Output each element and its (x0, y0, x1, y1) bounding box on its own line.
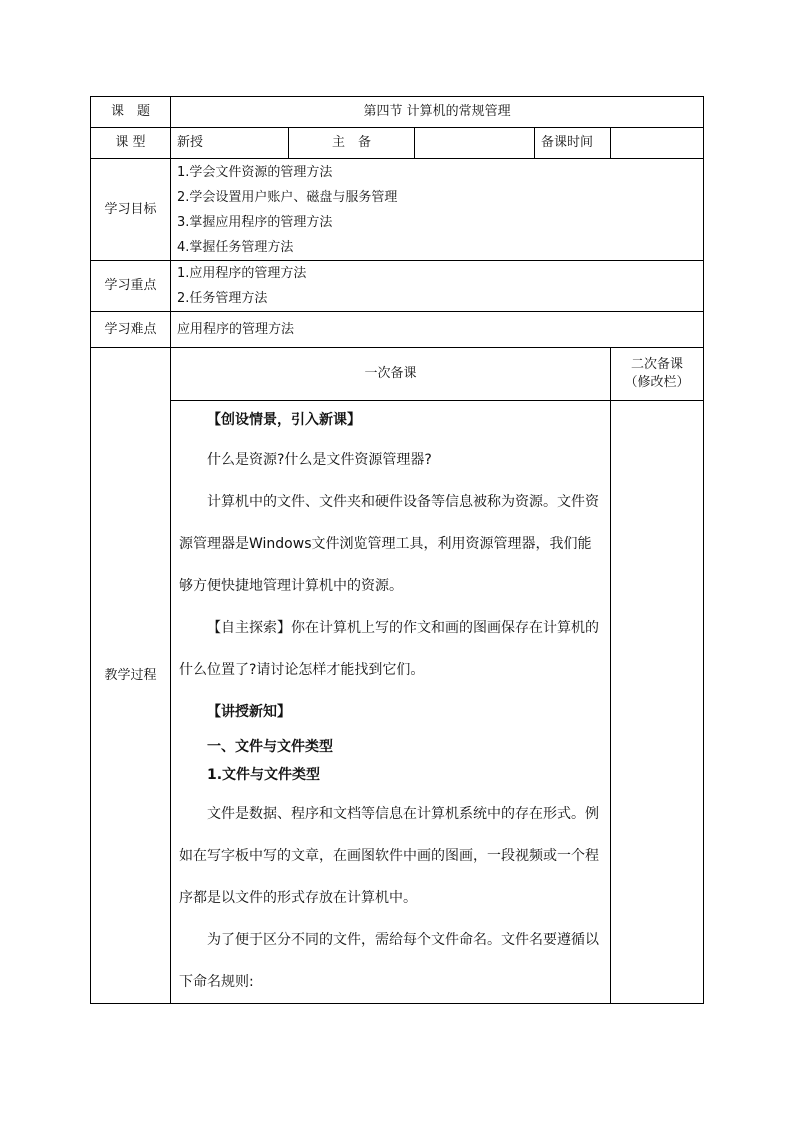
subsection-heading: 一、文件与文件类型 (207, 739, 333, 755)
first-prep-header: 一次备课 (171, 348, 611, 401)
main-prep-label: 主 备 (289, 128, 415, 159)
main-prep-value (415, 128, 535, 159)
paragraph: 【自主探索】你在计算机上写的作文和画的图画保存在计算机的什么位置了?请讨论怎样才能找到它们。 (179, 620, 599, 678)
type-label: 课 型 (91, 128, 171, 159)
focus-label: 学习重点 (91, 261, 171, 312)
paragraph: 为了便于区分不同的文件，需给每个文件命名。文件名要遵循以下命名规则: (179, 932, 599, 990)
second-prep-header-line2: （修改栏） (624, 375, 690, 390)
lesson-plan-table (90, 96, 704, 1004)
topic-label: 课 题 (91, 97, 171, 128)
process-row (91, 401, 704, 1004)
goal-item: 3.掌握应用程序的管理方法 (177, 214, 333, 230)
paragraph: 什么是资源?什么是文件资源管理器? (207, 452, 432, 468)
difficulty-value: 应用程序的管理方法 (171, 312, 704, 348)
focus-row (91, 261, 704, 312)
prep-time-label: 备课时间 (535, 128, 611, 159)
goal-item: 1.学会文件资源的管理方法 (177, 164, 333, 180)
type-value: 新授 (171, 128, 289, 159)
process-label: 教学过程 (91, 348, 171, 1004)
focus-item: 2.任务管理方法 (177, 291, 268, 306)
type-row (91, 128, 704, 159)
subsection-heading: 1.文件与文件类型 (207, 767, 321, 783)
difficulty-label: 学习难点 (91, 312, 171, 348)
difficulty-row (91, 312, 704, 348)
focus-list (171, 261, 704, 312)
goals-row (91, 159, 704, 261)
topic-row (91, 97, 704, 128)
section-heading: 【创设情景，引入新课】 (207, 412, 361, 428)
focus-item: 1.应用程序的管理方法 (177, 266, 307, 281)
second-prep-header (611, 348, 704, 401)
second-prep-content[interactable] (611, 401, 704, 1004)
goals-label: 学习目标 (91, 159, 171, 261)
goal-item: 2.学会设置用户账户、磁盘与服务管理 (177, 189, 398, 205)
second-prep-header-line1: 二次备课 (631, 357, 684, 372)
section-heading: 【讲授新知】 (207, 704, 291, 720)
process-content (171, 401, 611, 1004)
goal-item: 4.掌握任务管理方法 (177, 239, 294, 255)
goals-list (171, 159, 704, 261)
prep-time-value (611, 128, 704, 159)
prep-header-row (91, 348, 704, 401)
paragraph: 文件是数据、程序和文档等信息在计算机系统中的存在形式。例如在写字板中写的文章，在画图软件中画的图画，一段视频或一个程序都是以文件的形式存放在计算机中。 (179, 806, 599, 906)
topic-value: 第四节 计算机的常规管理 (171, 97, 704, 128)
paragraph: 计算机中的文件、文件夹和硬件设备等信息被称为资源。文件资源管理器是Windows文件浏览管理工具，利用资源管理器，我们能够方便快捷地管理计算机中的资源。 (179, 494, 599, 594)
